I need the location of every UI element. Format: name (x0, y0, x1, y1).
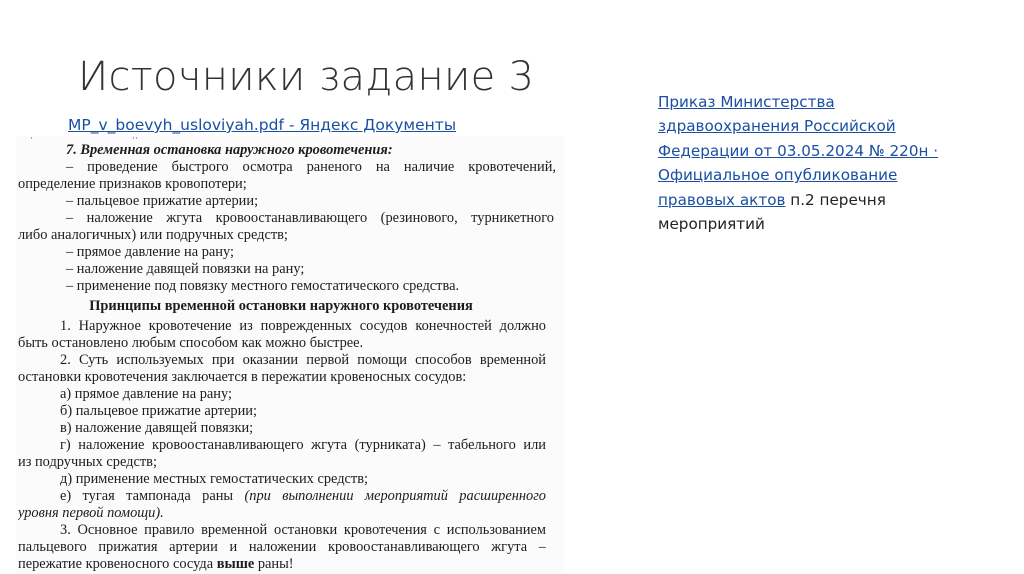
doc-line: – проведение быстрого осмотра раненого на наличие кровотечений, (66, 159, 556, 175)
doc-line-section-heading: 7. Временная остановка наружного кровотечения: (66, 142, 393, 158)
doc-line: пальцевого прижатия артерии и наложении кровоостанавливающего жгута – (18, 539, 546, 555)
order-reference-suffix: п.2 перечня мероприятий (658, 190, 886, 234)
doc-line: определение признаков кровопотери; (18, 176, 247, 192)
doc-line: 1. Наружное кровотечение из поврежденных сосудов конечностей должно (60, 318, 546, 334)
doc-line-rule: пережатие кровеносного сосуда выше раны! (18, 556, 294, 572)
document-scan-image (16, 136, 564, 574)
doc-line: в) наложение давящей повязки; (60, 420, 254, 436)
doc-line: е) тугая тампонада раны (при выполнении мероприятий расширенного (60, 488, 546, 504)
doc-line: б) пальцевое прижатие артерии; (60, 403, 258, 419)
doc-italic-remark: (при выполнении мероприятий расширенного (244, 488, 546, 504)
doc-line: а) прямое давление на рану; (60, 386, 232, 402)
doc-line: либо аналогичных) или подручных средств; (18, 227, 288, 243)
doc-line: – наложение жгута кровоостанавливающего (резинового, турникетного (66, 210, 554, 226)
doc-emphasis: выше (216, 556, 255, 572)
doc-line: – прямое давление на рану; (66, 244, 235, 260)
scan-cut-text-mark: · ·· (30, 136, 138, 143)
doc-line: – наложение давящей повязки на рану; (66, 261, 305, 277)
doc-line: – пальцевое прижатие артерии; (66, 193, 259, 209)
doc-line: уровня первой помощи). (18, 505, 164, 521)
doc-line: – применение под повязку местного гемостатического средства. (66, 278, 460, 294)
order-reference-link[interactable]: Приказ Министерства здравоохранения Российской Федерации от 03.05.2024 № 220н · Официальное опубликование правовых актов (658, 93, 939, 209)
doc-line: д) применение местных гемостатических средств; (60, 471, 369, 487)
doc-line: остановки кровотечения заключается в пережатии кровеносных сосудов: (18, 369, 467, 385)
doc-line: из подручных средств; (18, 454, 157, 470)
doc-line: 3. Основное правило временной остановки кровотечения с использованием (60, 522, 546, 538)
source-reference-note (658, 90, 958, 236)
slide-title: Источники задание 3 (78, 54, 535, 100)
doc-subheading: Принципы временной остановки наружного кровотечения (89, 298, 473, 314)
doc-line: г) наложение кровоостанавливающего жгута (турниката) – табельного или (60, 437, 546, 453)
doc-line: 2. Суть используемых при оказании первой помощи способов временной (60, 352, 546, 368)
source-document-link[interactable]: MP_v_boevyh_usloviyah.pdf - Яндекс Документы (68, 116, 457, 134)
doc-line: быть остановлено любым способом как можно быстрее. (18, 335, 364, 351)
